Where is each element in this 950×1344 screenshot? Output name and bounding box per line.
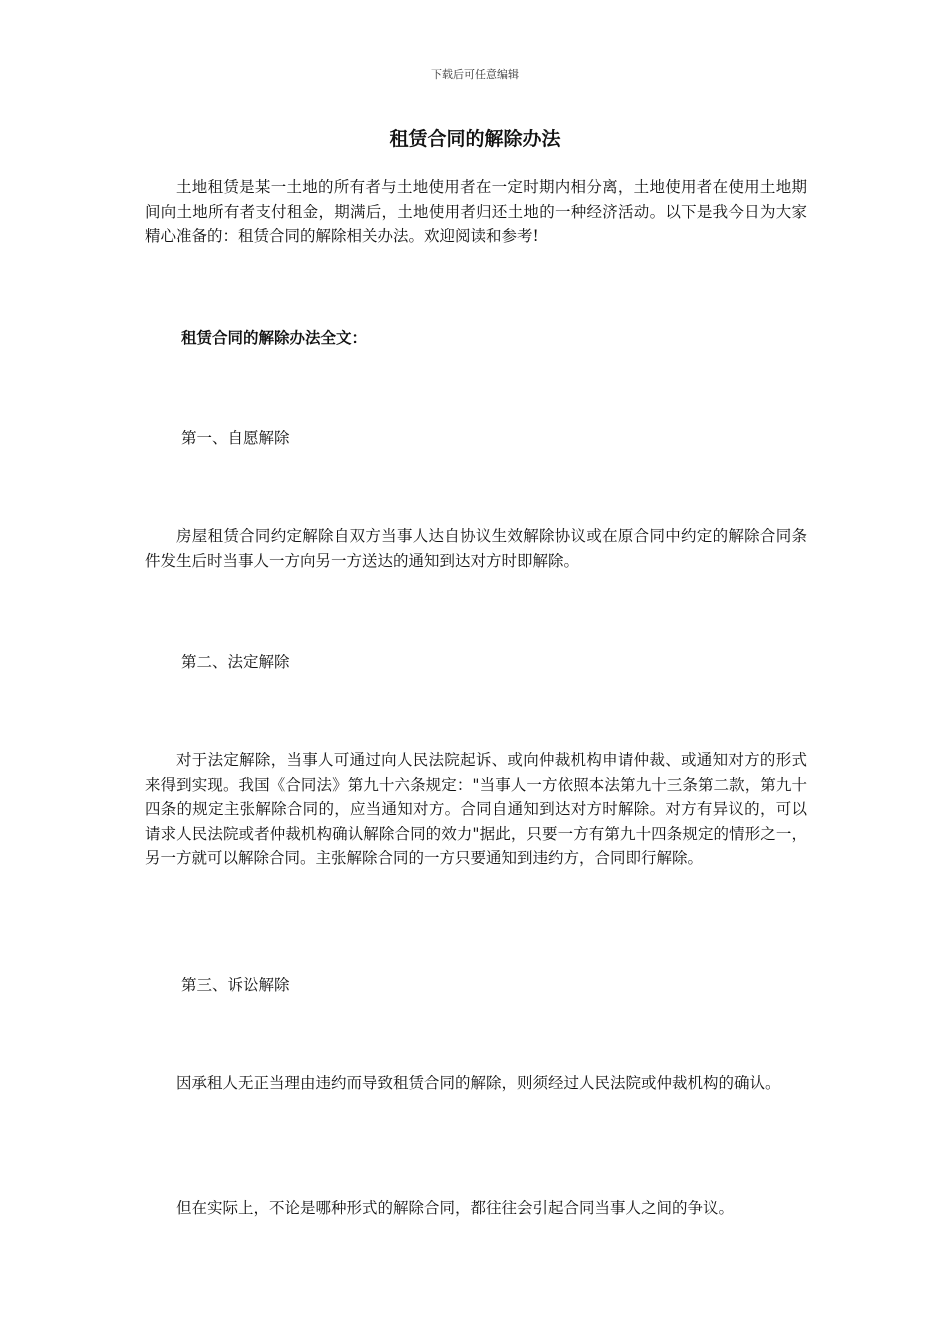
- intro-paragraph: 土地租赁是某一土地的所有者与土地使用者在一定时期内相分离，土地使用者在使用土地期间向土地所有者支付租金，期满后，土地使用者归还土地的一种经济活动。以下是我今日为大家精心准备的：租赁合同的解除相关办法。欢迎阅读和参考!: [145, 178, 807, 245]
- item-body-litigation: 因承租人无正当理由违约而导致租赁合同的解除，则须经过人民法院或仲裁机构的确认。: [176, 1074, 781, 1092]
- closing-paragraph: 但在实际上，不论是哪种形式的解除合同，都往往会引起合同当事人之间的争议。: [176, 1199, 735, 1217]
- page-header-note: 下载后可任意编辑: [431, 68, 519, 81]
- item-heading-litigation: 第三、诉讼解除: [181, 976, 290, 994]
- item-heading-voluntary: 第一、自愿解除: [181, 429, 290, 447]
- document-title: 租赁合同的解除办法: [389, 128, 561, 150]
- section-title: 租赁合同的解除办法全文：: [181, 328, 368, 347]
- item-heading-statutory: 第二、法定解除: [181, 653, 290, 671]
- item-body-voluntary: 房屋租赁合同约定解除自双方当事人达自协议生效解除协议或在原合同中约定的解除合同条件发生后时当事人一方向另一方送达的通知到达对方时即解除。: [145, 527, 807, 570]
- item-body-statutory: 对于法定解除，当事人可通过向人民法院起诉、或向仲裁机构申请仲裁、或通知对方的形式来得到实现。我国《合同法》第九十六条规定："当事人一方依照本法第九十三条第二款，第九十四条的规定主张解除合同的，应当通知对方。合同自通知到达对方时解除。对方有异议的，可以请求人民法院或者仲裁机构确认解除合同的效力"据此，只要一方有第九十四条规定的情形之一，另一方就可以解除合同。主张解除合同的一方只要通知到违约方，合同即行解除。: [145, 751, 807, 867]
